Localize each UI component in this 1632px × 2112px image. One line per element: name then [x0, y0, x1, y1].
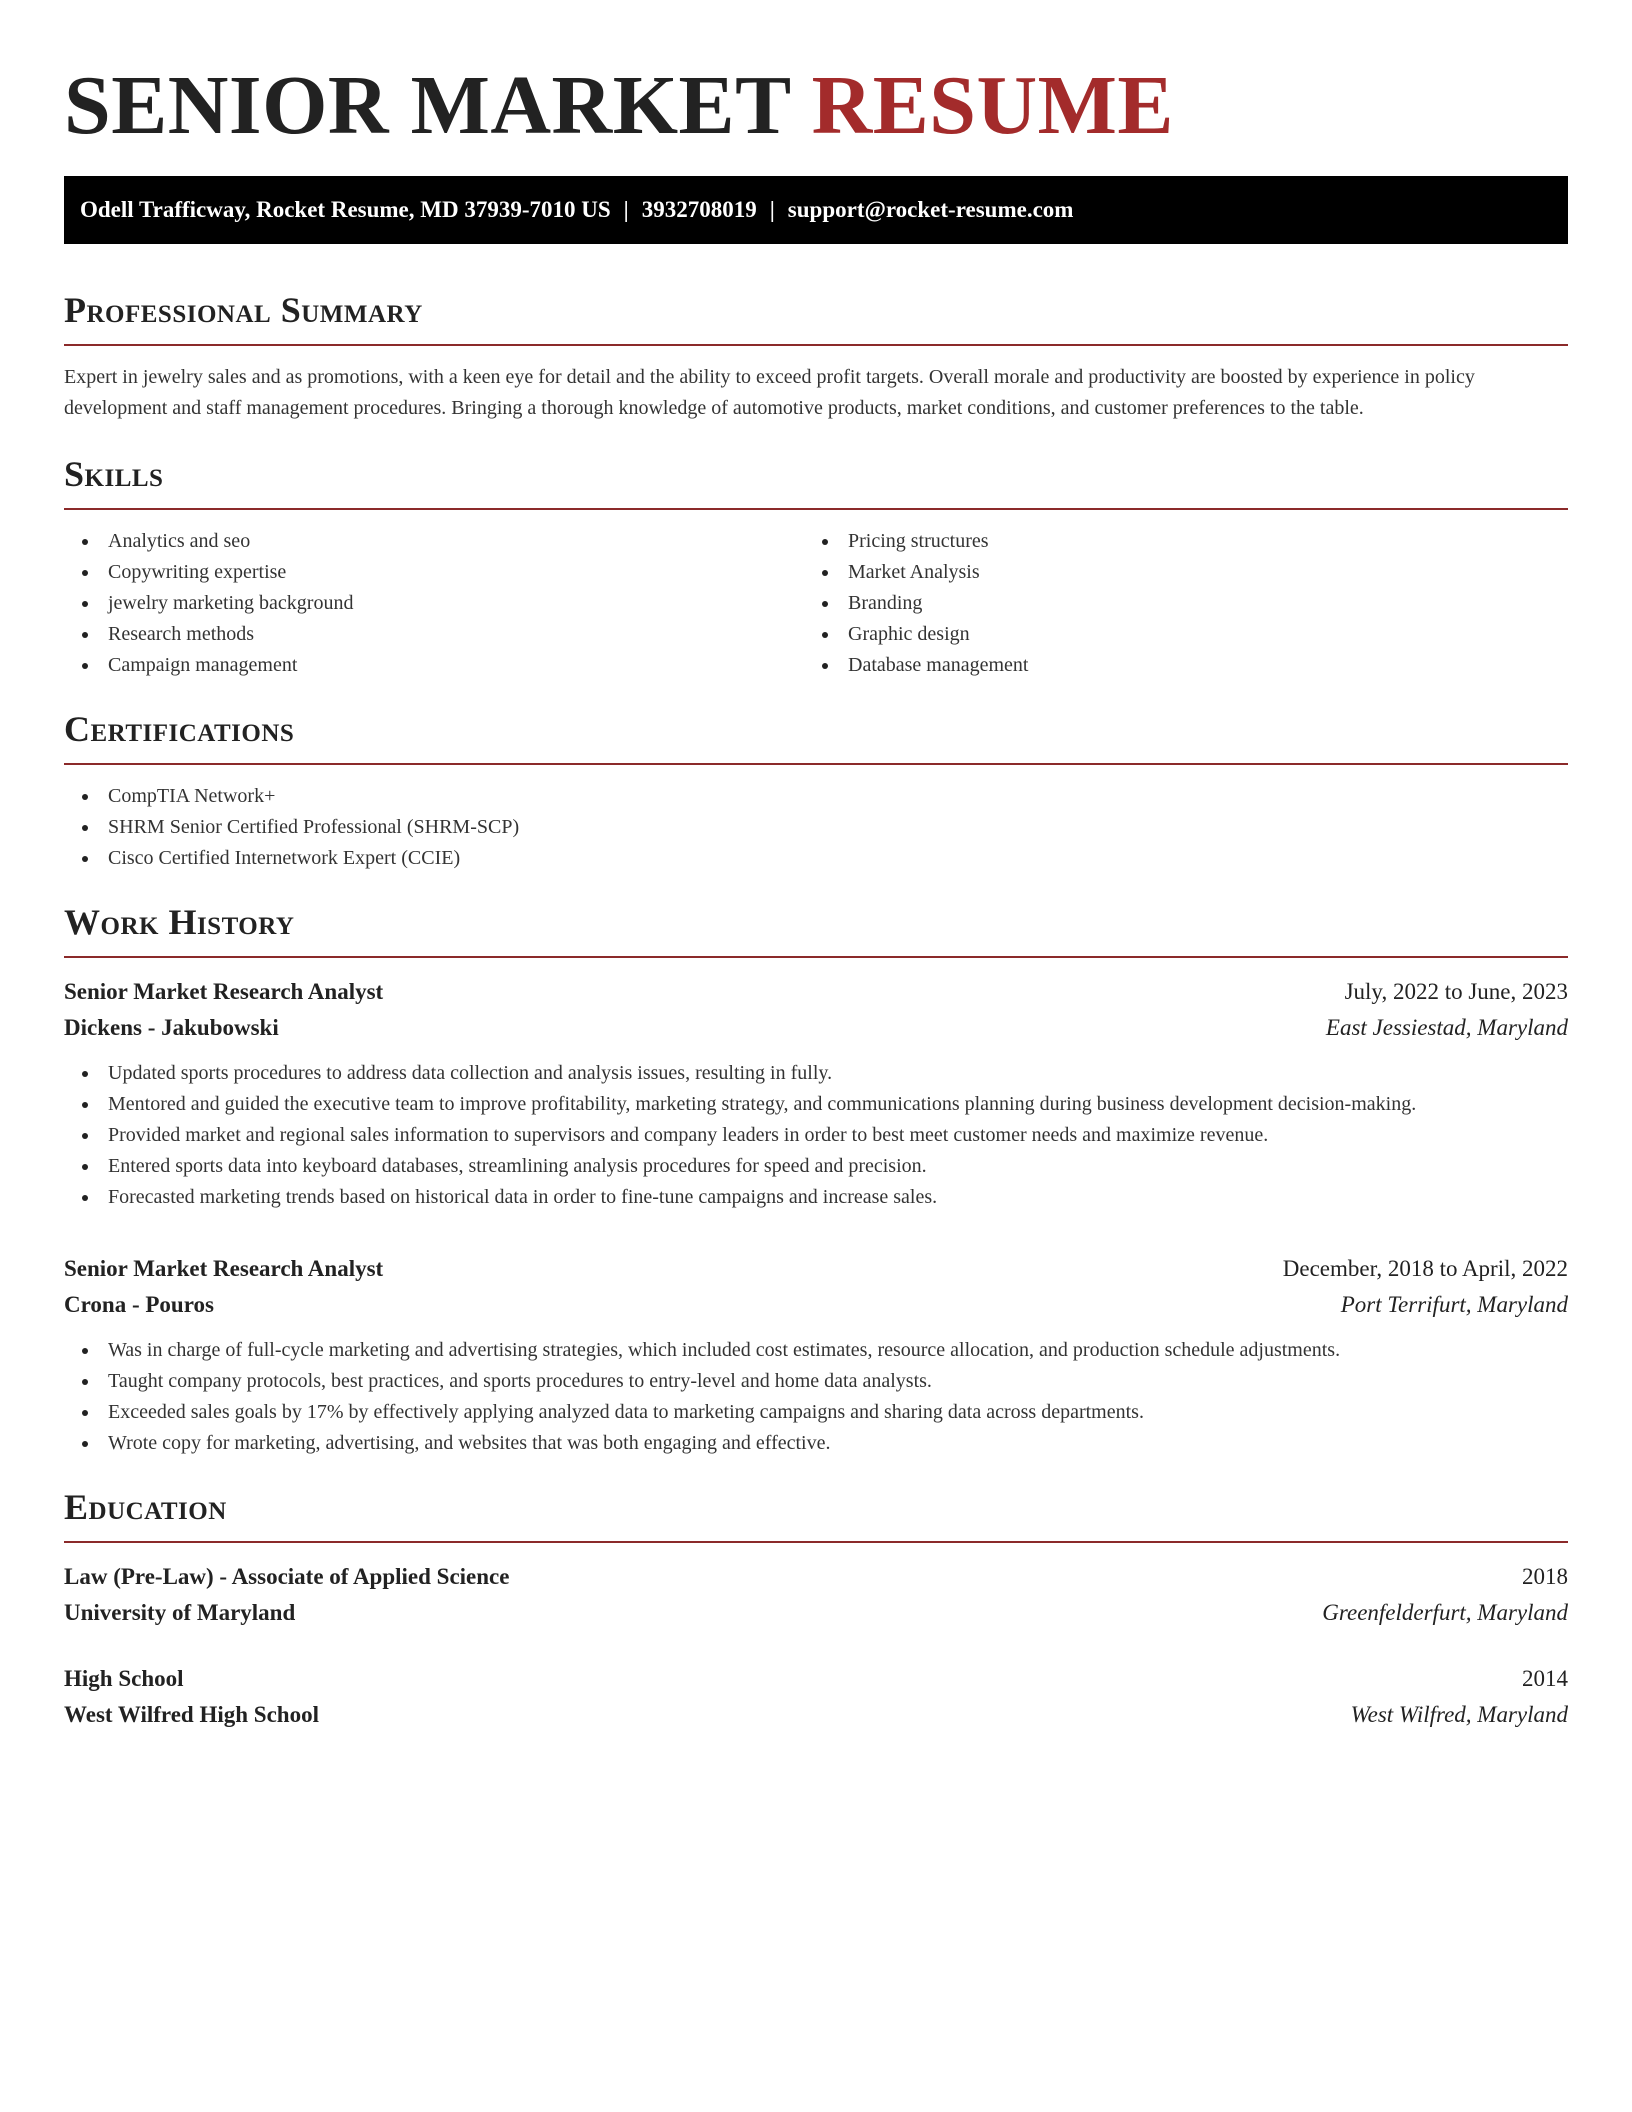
education-header-row: [64, 1661, 1568, 1697]
skills-section: [64, 452, 1568, 681]
resume-title: [64, 56, 1568, 156]
skill-item: Branding: [804, 588, 1544, 619]
summary-text: Expert in jewelry sales and as promotions, with a keen eye for detail and the ability to exceed profit targets. Overall morale and productivity are boosted by experience in policy development and staff management procedures. Bringing a thorough knowledge of automotive products, market conditions, and customer preferences to the table.: [64, 366, 1475, 419]
job-header-row: [64, 1251, 1568, 1287]
education-section: [64, 1485, 1568, 1733]
skills-list-right: [804, 526, 1544, 681]
skill-item: Copywriting expertise: [64, 557, 804, 588]
education-school-row: [64, 1595, 1568, 1631]
skills-list-left: [64, 526, 804, 681]
certification-item: SHRM Senior Certified Professional (SHRM-SCP): [64, 812, 1568, 843]
certifications-section: [64, 707, 1568, 874]
certification-item: Cisco Certified Internetwork Expert (CCIE): [64, 843, 1568, 874]
education-location: Greenfelderfurt, Maryland: [1322, 1600, 1568, 1625]
job-bullet: Taught company protocols, best practices, and sports procedures to entry-level and home data analysts.: [64, 1366, 1568, 1397]
contact-email: support@rocket-resume.com: [787, 197, 1074, 222]
work-history-heading: Work History: [64, 900, 1568, 958]
education-school-row: [64, 1697, 1568, 1733]
skill-item: Analytics and seo: [64, 526, 804, 557]
job-bullet: Wrote copy for marketing, advertising, and websites that was both engaging and effective.: [64, 1428, 1568, 1459]
education-degree: High School: [64, 1666, 184, 1691]
job-role: Senior Market Research Analyst: [64, 1256, 384, 1281]
job-dates: July, 2022 to June, 2023: [1344, 979, 1568, 1004]
job-entry: [64, 974, 1568, 1213]
job-bullet: Updated sports procedures to address data collection and analysis issues, resulting in fully.: [64, 1058, 1568, 1089]
job-location: Port Terrifurt, Maryland: [1340, 1292, 1568, 1317]
certifications-heading: Certifications: [64, 707, 1568, 765]
education-school: University of Maryland: [64, 1600, 296, 1625]
certifications-list: [64, 781, 1568, 874]
job-bullets: [64, 1058, 1568, 1213]
education-heading: Education: [64, 1485, 1568, 1543]
job-role: Senior Market Research Analyst: [64, 979, 384, 1004]
job-header-row: [64, 974, 1568, 1010]
job-company: Dickens - Jakubowski: [64, 1015, 279, 1040]
summary-heading: Professional Summary: [64, 288, 1568, 346]
job-bullet: Was in charge of full-cycle marketing and advertising strategies, which included cost estimates, resource allocation, and production schedule adjustments.: [64, 1335, 1568, 1366]
education-entry: [64, 1559, 1568, 1631]
title-accent: RESUME: [811, 59, 1174, 152]
job-company-row: [64, 1287, 1568, 1323]
job-bullet: Forecasted marketing trends based on historical data in order to fine-tune campaigns and increase sales.: [64, 1182, 1568, 1213]
contact-separator: |: [623, 197, 629, 222]
skill-item: Market Analysis: [804, 557, 1544, 588]
job-bullet: Provided market and regional sales information to supervisors and company leaders in order to best meet customer needs and maximize revenue.: [64, 1120, 1568, 1151]
skill-item: Graphic design: [804, 619, 1544, 650]
skill-item: Database management: [804, 650, 1544, 681]
resume-page: [64, 0, 1568, 1733]
job-bullets: [64, 1335, 1568, 1459]
skill-item: Research methods: [64, 619, 804, 650]
job-location: East Jessiestad, Maryland: [1325, 1015, 1568, 1040]
education-year: 2014: [1522, 1666, 1568, 1691]
summary-section: [64, 288, 1568, 424]
contact-address: Odell Trafficway, Rocket Resume, MD 37939-7010 US: [80, 197, 611, 222]
education-year: 2018: [1522, 1564, 1568, 1589]
skills-heading: Skills: [64, 452, 1568, 510]
skill-item: Campaign management: [64, 650, 804, 681]
certification-item: CompTIA Network+: [64, 781, 1568, 812]
contact-separator: |: [769, 197, 775, 222]
job-company-row: [64, 1010, 1568, 1046]
education-school: West Wilfred High School: [64, 1702, 319, 1727]
job-bullet: Exceeded sales goals by 17% by effectively applying analyzed data to marketing campaigns and sharing data across departments.: [64, 1397, 1568, 1428]
skill-item: Pricing structures: [804, 526, 1544, 557]
education-degree: Law (Pre-Law) - Associate of Applied Science: [64, 1564, 510, 1589]
education-entry: [64, 1661, 1568, 1733]
work-history-section: [64, 900, 1568, 1459]
contact-bar: [64, 176, 1568, 244]
skill-item: jewelry marketing background: [64, 588, 804, 619]
title-main: SENIOR MARKET: [64, 59, 791, 152]
job-dates: December, 2018 to April, 2022: [1282, 1256, 1568, 1281]
education-location: West Wilfred, Maryland: [1350, 1702, 1568, 1727]
contact-phone: 3932708019: [641, 197, 757, 222]
job-company: Crona - Pouros: [64, 1292, 214, 1317]
job-bullet: Entered sports data into keyboard databases, streamlining analysis procedures for speed and precision.: [64, 1151, 1568, 1182]
job-entry: [64, 1251, 1568, 1459]
education-header-row: [64, 1559, 1568, 1595]
skills-grid: [64, 510, 1568, 681]
job-bullet: Mentored and guided the executive team to improve profitability, marketing strategy, and communications planning during business development decision-making.: [64, 1089, 1568, 1120]
